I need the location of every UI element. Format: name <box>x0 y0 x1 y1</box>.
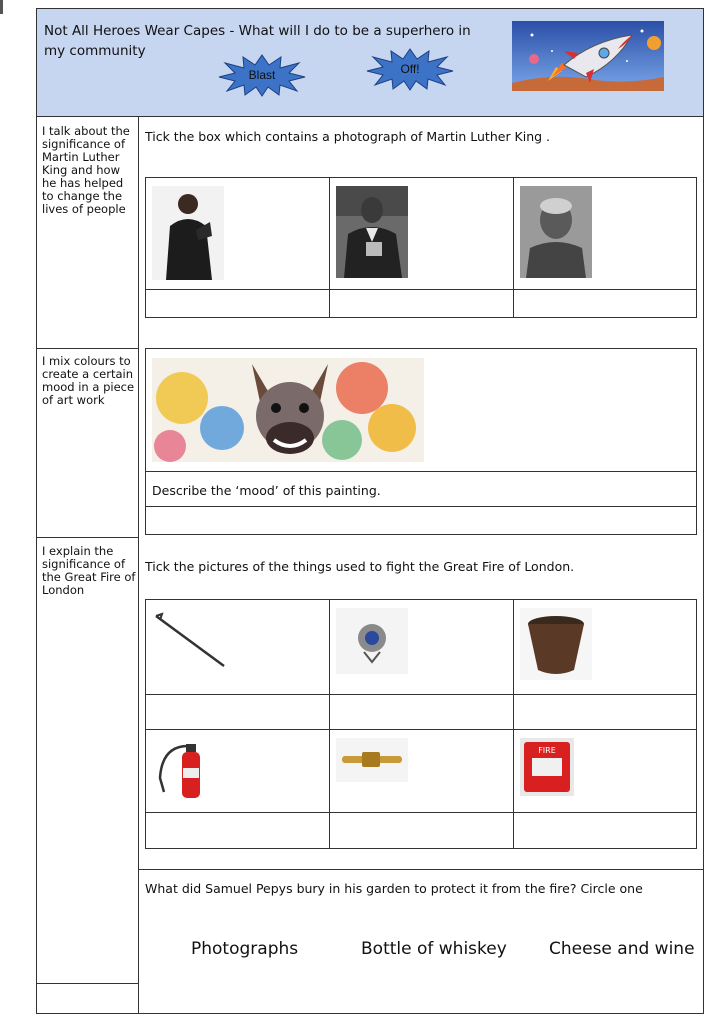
text-cursor <box>0 0 3 14</box>
mood-prompt: Describe the ‘mood’ of this painting. <box>152 483 381 498</box>
fire-prompt: Tick the pictures of the things used to fight the Great Fire of London. <box>145 559 575 574</box>
option-cheese-and-wine[interactable]: Cheese and wine <box>549 939 695 959</box>
option-photographs[interactable]: Photographs <box>191 939 299 959</box>
photo-cell-3[interactable] <box>514 178 697 290</box>
objective-mlk: I talk about the significance of Martin Luther King and how he has helped to change the lives of people <box>42 124 130 216</box>
divider <box>37 983 139 984</box>
worksheet <box>36 8 704 1014</box>
fire-alarm-picture <box>520 738 574 796</box>
row-divider <box>146 471 696 472</box>
sprinkler-head-picture <box>336 608 408 674</box>
picture-cell-fire-hook[interactable] <box>146 600 330 695</box>
mlk-photo-grid <box>145 177 697 318</box>
picture-cell-extinguisher[interactable] <box>146 730 330 813</box>
objective-great-fire: I explain the significance of the Great Fire of London <box>42 544 136 597</box>
fire-pictures-grid <box>145 599 697 849</box>
row-divider <box>139 869 703 870</box>
picture-cell-leather-bucket[interactable] <box>514 600 697 695</box>
objectives-column <box>37 117 139 1013</box>
fire-tick-box-2[interactable] <box>330 695 514 730</box>
tick-box-2[interactable] <box>330 290 514 317</box>
brass-squirt-picture <box>336 738 408 782</box>
picture-cell-sprinkler[interactable] <box>330 600 514 695</box>
leather-bucket-picture <box>520 608 592 680</box>
divider <box>37 348 139 349</box>
fire-tick-box-4[interactable] <box>146 813 330 848</box>
fire-tick-box-6[interactable] <box>514 813 697 848</box>
pepys-question: What did Samuel Pepys bury in his garden to protect it from the fire? Circle one <box>145 881 643 896</box>
photo-cell-2[interactable] <box>330 178 514 290</box>
mlk-prompt: Tick the box which contains a photograph of Martin Luther King . <box>145 129 551 144</box>
off-starburst <box>365 47 455 91</box>
fire-sign-text: FIRE <box>538 746 556 755</box>
mood-answer-field[interactable] <box>146 507 696 534</box>
man-in-jacket-photo <box>152 186 224 280</box>
burst-label-left: Blast <box>248 68 276 82</box>
burst-label-right: Off! <box>400 62 420 76</box>
donkey-painting <box>152 358 424 462</box>
fire-tick-box-3[interactable] <box>514 695 697 730</box>
fire-hook-picture <box>152 608 228 672</box>
picture-cell-fire-alarm[interactable] <box>514 730 697 813</box>
divider <box>37 537 139 538</box>
picture-cell-squirt[interactable] <box>330 730 514 813</box>
mlk-photo <box>336 186 408 278</box>
tick-box-1[interactable] <box>146 290 330 317</box>
painting-box <box>145 348 697 535</box>
rocket-illustration <box>512 21 664 91</box>
option-bottle-of-whiskey[interactable]: Bottle of whiskey <box>361 939 507 959</box>
photo-cell-1[interactable] <box>146 178 330 290</box>
header-banner <box>37 9 703 117</box>
fire-tick-box-5[interactable] <box>330 813 514 848</box>
elderly-man-photo <box>520 186 592 278</box>
fire-extinguisher-picture <box>152 738 212 802</box>
page-title: Not All Heroes Wear Capes - What will I do to be a superhero in my community <box>44 23 471 59</box>
blast-starburst <box>217 53 307 97</box>
fire-tick-box-1[interactable] <box>146 695 330 730</box>
objective-colour-mood: I mix colours to create a certain mood in a piece of art work <box>42 354 135 407</box>
tick-box-3[interactable] <box>514 290 697 317</box>
